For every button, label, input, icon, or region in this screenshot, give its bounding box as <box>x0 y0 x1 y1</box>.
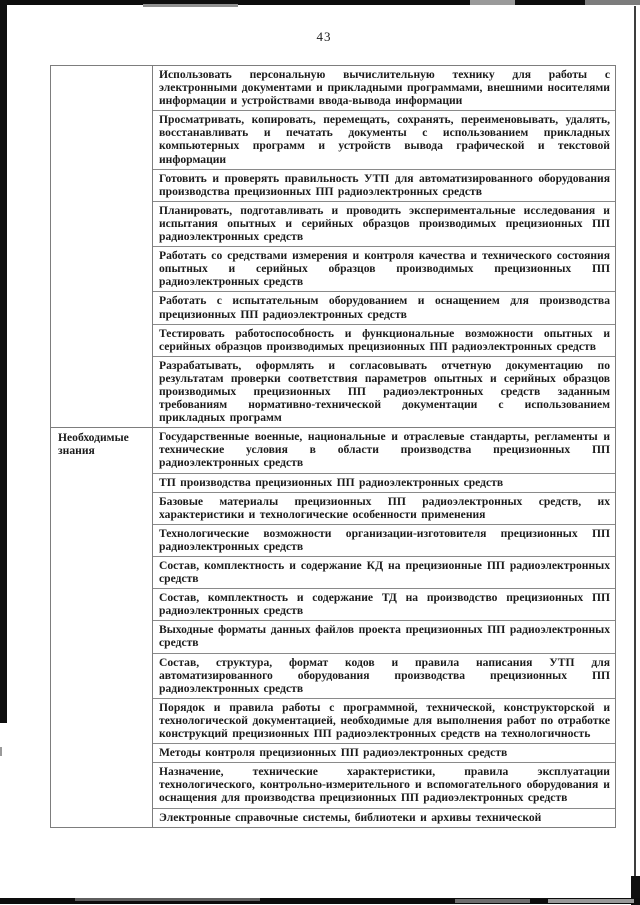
table-section-knowledge <box>51 427 615 826</box>
scan-edge-right <box>634 6 636 905</box>
section-label-cell <box>51 66 153 427</box>
scan-smudge <box>75 898 260 901</box>
scan-edge-left <box>0 0 7 723</box>
table-row: Методы контроля прецизионных ПП радиоэлектронных средств <box>153 743 615 762</box>
scan-smudge <box>0 747 2 756</box>
table-row: Работать со средствами измерения и контроля качества и технического состояния опытных и серийных образцов производимых прецизионных ПП радиоэлектронных средств <box>153 246 615 291</box>
table-row: Порядок и правила работы с программной, технической, конструкторской и технологической документацией, необходимые для выполнения работ по отработке конструкций прецизионных ПП радиоэлектронных средств на технологичность <box>153 698 615 743</box>
table-row: Базовые материалы прецизионных ПП радиоэлектронных средств, их характеристики и технологические особенности применения <box>153 492 615 524</box>
scan-smudge <box>548 899 634 903</box>
section-rows <box>153 428 615 826</box>
scan-smudge <box>470 0 515 5</box>
table-row: Состав, комплектность и содержание ТД на производство прецизионных ПП радиоэлектронных средств <box>153 588 615 620</box>
table-row: Готовить и проверять правильность УТП для автоматизированного оборудования производства прецизионных ПП радиоэлектронных средств <box>153 169 615 201</box>
table-row: Работать с испытательным оборудованием и оснащением для производства прецизионных ПП радиоэлектронных средств <box>153 291 615 323</box>
table-row: Назначение, технические характеристики, правила эксплуатации технологического, контрольно-измерительного и вспомогательного оборудования и оснащения для производства прецизионных ПП радиоэлектронных средств <box>153 762 615 807</box>
table-row: Выходные форматы данных файлов проекта прецизионных ПП радиоэлектронных средств <box>153 620 615 652</box>
scan-edge-top <box>0 0 640 5</box>
table-row: ТП производства прецизионных ПП радиоэлектронных средств <box>153 473 615 492</box>
table-row: Планировать, подготавливать и проводить экспериментальные исследования и испытания опытных и серийных образцов производимых прецизионных ПП радиоэлектронных средств <box>153 201 615 246</box>
table-row: Государственные военные, национальные и отраслевые стандарты, регламенты и технические условия в области производства прецизионных ПП радиоэлектронных средств <box>159 430 610 470</box>
table-row: Использовать персональную вычислительную технику для работы с электронными документами и прикладными программами, внешними носителями информации и устройствами ввода-вывода информации <box>159 68 610 108</box>
section-rows <box>153 66 615 427</box>
table-row: Электронные справочные системы, библиотеки и архивы технической <box>153 808 615 827</box>
table-row: Состав, комплектность и содержание КД на прецизионные ПП радиоэлектронных средств <box>153 556 615 588</box>
scan-smudge <box>455 899 530 903</box>
table-row: Состав, структура, формат кодов и правила написания УТП для автоматизированного оборудования производства прецизионных ПП радиоэлектронных средств <box>153 653 615 698</box>
scan-smudge <box>143 4 238 7</box>
scan-smudge <box>585 0 640 5</box>
table-section-skills <box>51 66 615 427</box>
table-row: Просматривать, копировать, перемещать, сохранять, переименовывать, удалять, восстанавливать и печатать документы с использованием прикладных компьютерных программ и устройств вывода графической и текстовой информации <box>153 110 615 168</box>
table-row: Разрабатывать, оформлять и согласовывать отчетную документацию по результатам проверки соответствия параметров опытных и серийных образцов производимых прецизионных ПП радиоэлектронных средств заданным требованиям нормативно-технической документации с использованием прикладных программ <box>153 356 615 427</box>
table-row: Тестировать работоспособность и функциональные возможности опытных и серийных образцов производимых прецизионных ПП радиоэлектронных средств <box>153 324 615 356</box>
section-label-cell: Необходимые знания <box>51 428 153 826</box>
page-number: 43 <box>316 29 332 44</box>
requirements-table <box>50 65 616 828</box>
table-row: Технологические возможности организации-изготовителя прецизионных ПП радиоэлектронных средств <box>153 524 615 556</box>
